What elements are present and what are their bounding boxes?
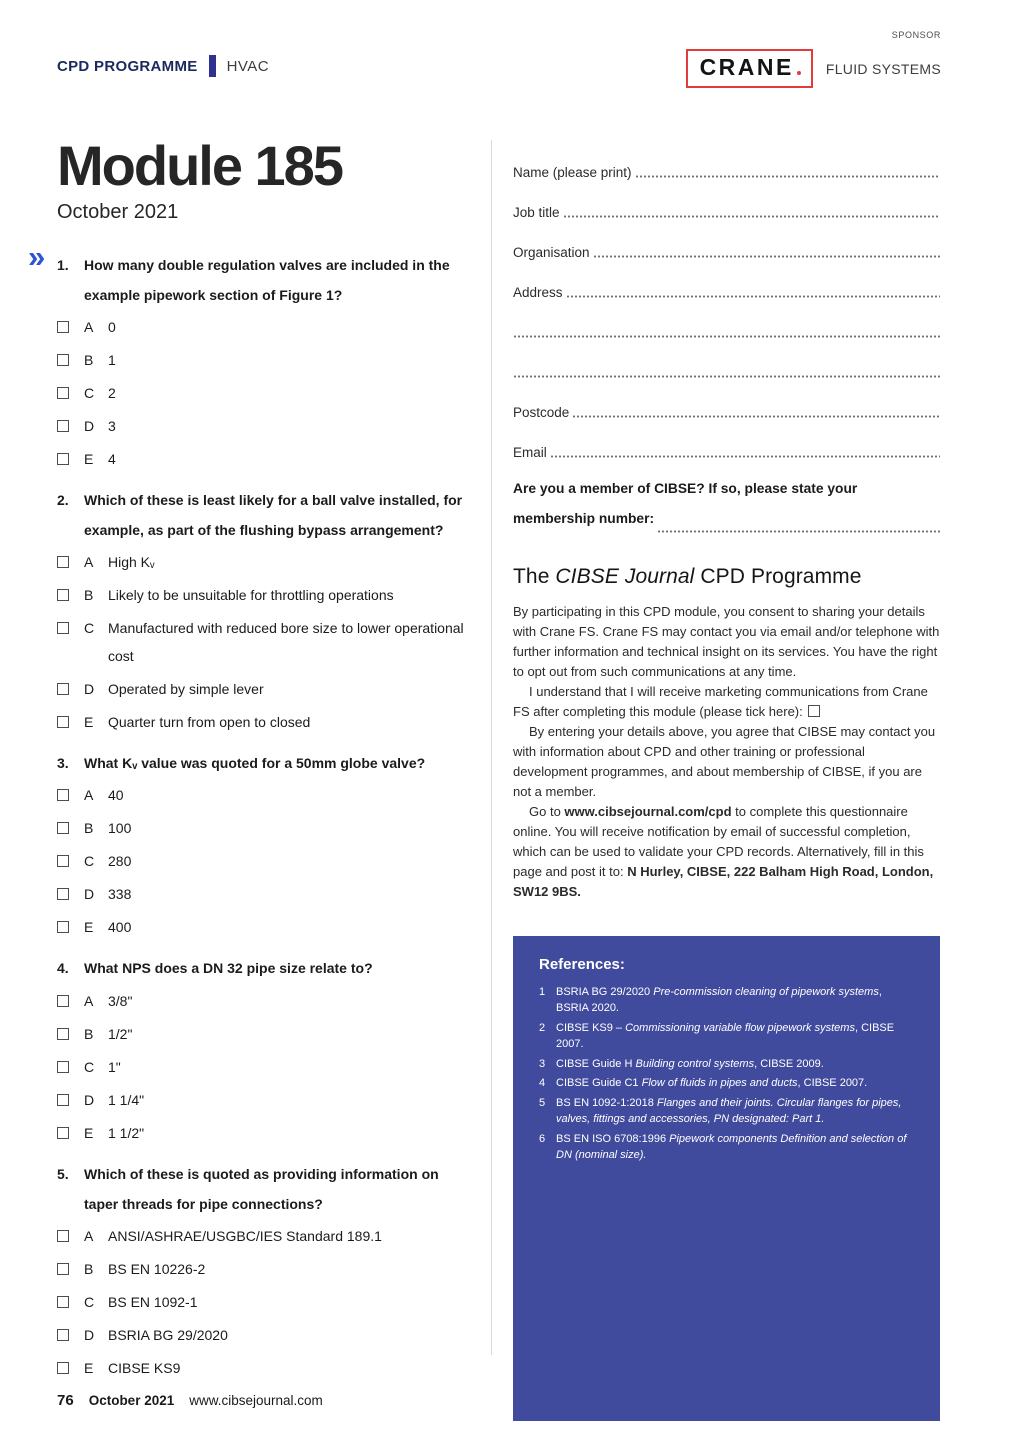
question-2-option-d <box>57 675 469 703</box>
organisation-field-label: Organisation <box>513 245 590 260</box>
reference-item-2 <box>539 1020 914 1053</box>
reference-text: BSRIA BG 29/2020 Pre-commission cleaning of pipework systems, BSRIA 2020. <box>556 985 882 1015</box>
question-1-option-d <box>57 412 469 440</box>
option-label: 0 <box>108 319 116 336</box>
option-letter: A <box>84 554 94 571</box>
references-panel <box>513 936 940 1421</box>
question-text: Which of these is quoted as providing information on taper threads for pipe connections? <box>84 1165 439 1212</box>
option-label: 40 <box>108 787 124 804</box>
question-2 <box>57 485 469 736</box>
name-field-row <box>513 140 940 180</box>
option-label: 1" <box>108 1058 121 1075</box>
answer-checkbox[interactable] <box>57 1263 69 1275</box>
option-label: 1 1/4" <box>108 1091 145 1108</box>
reference-number: 5 <box>539 1096 546 1109</box>
question-1-option-e <box>57 445 469 473</box>
answer-checkbox[interactable] <box>57 822 69 834</box>
question-5-option-b <box>57 1255 469 1283</box>
question-2-option-a <box>57 548 469 576</box>
page-title: Module 185 <box>57 134 342 197</box>
heading-post: CPD Programme <box>694 564 862 588</box>
option-letter: C <box>84 385 95 402</box>
job-title-field-label: Job title <box>513 205 560 220</box>
answer-checkbox[interactable] <box>57 420 69 432</box>
question-3-option-e <box>57 913 469 941</box>
crane-logo <box>686 49 813 88</box>
answer-checkbox[interactable] <box>57 589 69 601</box>
address-field-line-1[interactable] <box>566 292 940 298</box>
footer-url: www.cibsejournal.com <box>189 1393 323 1408</box>
sponsor-block <box>686 30 941 88</box>
answer-checkbox[interactable] <box>57 1362 69 1374</box>
column-divider <box>491 140 492 1355</box>
question-5-option-a <box>57 1222 469 1250</box>
reference-item-6 <box>539 1131 914 1164</box>
membership-number-line[interactable] <box>657 527 940 533</box>
answer-checkbox[interactable] <box>57 789 69 801</box>
reference-number: 6 <box>539 1132 546 1145</box>
answer-checkbox[interactable] <box>57 1230 69 1242</box>
answer-checkbox[interactable] <box>57 453 69 465</box>
question-3-option-a <box>57 781 469 809</box>
option-label: 100 <box>108 820 132 837</box>
option-letter: C <box>84 1293 95 1310</box>
option-letter: D <box>84 418 95 435</box>
answer-checkbox[interactable] <box>57 716 69 728</box>
cpd-paragraph-2 <box>513 682 940 722</box>
questions-column <box>28 134 469 1394</box>
email-field-line[interactable] <box>550 452 940 458</box>
question-4-option-e <box>57 1119 469 1147</box>
option-label: 400 <box>108 919 132 936</box>
option-label: Likely to be unsuitable for throttling operations <box>108 587 394 604</box>
option-label: 1/2" <box>108 1025 133 1042</box>
reference-number: 2 <box>539 1021 546 1034</box>
cpd-paragraph-3: By entering your details above, you agree that CIBSE may contact you with information about CPD and other training or professional development programmes, and about membership of CIBSE, if you are not a member. <box>513 723 936 799</box>
answer-checkbox[interactable] <box>57 683 69 695</box>
question-text: What Kᵥ value was quoted for a 50mm globe valve? <box>84 755 426 772</box>
question-number: 1. <box>57 257 69 273</box>
membership-number-label: membership number: <box>513 511 655 527</box>
option-label: Manufactured with reduced bore size to lower operational cost <box>108 620 464 665</box>
cpd-url-text: www.cibsejournal.com/cpd <box>564 803 732 819</box>
option-letter: C <box>84 853 95 870</box>
form-column <box>513 140 940 1421</box>
question-2-option-b <box>57 581 469 609</box>
address-field-line-3[interactable] <box>513 372 940 378</box>
option-label: 280 <box>108 853 132 870</box>
question-4-option-a <box>57 987 469 1015</box>
references-title: References: <box>539 955 625 973</box>
reference-text: CIBSE Guide H Building control systems, CIBSE 2009. <box>556 1057 824 1070</box>
answer-checkbox[interactable] <box>57 556 69 568</box>
option-label: High Kᵥ <box>108 554 155 571</box>
cpd-instructions-text: to complete this questionnaire online. You will receive notification by email of successful completion, which can be used to validate your CPD records. Alternatively, fill in this page and post it to: <box>513 803 924 879</box>
option-letter: E <box>84 1359 94 1376</box>
option-label: 1 1/2" <box>108 1124 145 1141</box>
option-letter: A <box>84 1227 94 1244</box>
question-4-option-d <box>57 1086 469 1114</box>
question-2-option-e <box>57 708 469 736</box>
address-field-label: Address <box>513 285 563 300</box>
option-label: BSRIA BG 29/2020 <box>108 1326 228 1343</box>
reference-item-1 <box>539 984 914 1017</box>
option-letter: C <box>84 620 95 637</box>
option-label: BS EN 1092-1 <box>108 1293 198 1310</box>
question-5 <box>57 1159 469 1382</box>
answer-checkbox[interactable] <box>57 1028 69 1040</box>
option-letter: B <box>84 587 94 604</box>
organisation-field-row <box>513 220 940 260</box>
question-1-option-b <box>57 346 469 374</box>
answer-checkbox[interactable] <box>57 1127 69 1139</box>
question-4 <box>57 953 469 1146</box>
email-field-label: Email <box>513 445 547 460</box>
question-text: How many double regulation valves are included in the example pipework section of Figure 1? <box>84 257 450 304</box>
footer-date: October 2021 <box>88 1393 175 1408</box>
question-3-option-d <box>57 880 469 908</box>
cpd-paragraph-1: By participating in this CPD module, you consent to sharing your details with Crane FS. Crane FS may contact you via email and/or telephone with further information and technical insight on its services. You have the right to opt out from such communications at any time. <box>513 603 940 679</box>
header-divider-bar <box>209 55 216 77</box>
option-label: 338 <box>108 886 132 903</box>
goto-text: Go to <box>529 803 565 819</box>
answer-checkbox[interactable] <box>57 321 69 333</box>
page-number: 76 <box>57 1392 74 1409</box>
answer-checkbox[interactable] <box>57 855 69 867</box>
answer-checkbox[interactable] <box>57 921 69 933</box>
postcode-field-line[interactable] <box>572 412 940 418</box>
question-text: Which of these is least likely for a ball valve installed, for example, as part of the flushing bypass arrangement? <box>84 492 463 539</box>
answer-checkbox[interactable] <box>57 1094 69 1106</box>
answer-checkbox[interactable] <box>57 354 69 366</box>
question-5-option-d <box>57 1321 469 1349</box>
option-letter: B <box>84 820 94 837</box>
option-letter: D <box>84 886 95 903</box>
sponsor-label: SPONSOR <box>891 30 941 40</box>
crane-logo-text: CRANE <box>699 54 794 80</box>
reference-item-4 <box>539 1075 914 1092</box>
option-label: 2 <box>108 385 116 402</box>
question-5-option-c <box>57 1288 469 1316</box>
category-label: HVAC <box>226 57 270 75</box>
membership-question <box>513 474 940 535</box>
double-chevron-icon: » <box>28 239 46 274</box>
option-label: ANSI/ASHRAE/USGBC/IES Standard 189.1 <box>108 1227 382 1244</box>
option-letter: E <box>84 451 94 468</box>
job-title-field-line[interactable] <box>563 212 940 218</box>
question-1-option-c <box>57 379 469 407</box>
question-3-option-b <box>57 814 469 842</box>
question-3 <box>57 748 469 941</box>
option-letter: A <box>84 787 94 804</box>
question-text: What NPS does a DN 32 pipe size relate to? <box>84 960 373 977</box>
email-field-row <box>513 420 940 460</box>
address-field-row-3 <box>513 340 940 380</box>
reference-number: 3 <box>539 1057 546 1070</box>
answer-checkbox[interactable] <box>57 888 69 900</box>
option-label: CIBSE KS9 <box>108 1359 181 1376</box>
option-label: 4 <box>108 451 116 468</box>
question-5-option-e <box>57 1354 469 1382</box>
heading-pre: The <box>513 564 556 588</box>
registered-mark-icon <box>797 71 801 75</box>
option-letter: D <box>84 681 95 698</box>
option-letter: D <box>84 1091 95 1108</box>
sponsor-suffix-label: FLUID SYSTEMS <box>825 60 941 77</box>
question-number: 4. <box>57 960 69 977</box>
job-title-field-row <box>513 180 940 220</box>
postcode-field-row <box>513 380 940 420</box>
option-label: 1 <box>108 352 116 369</box>
heading-journal-name: CIBSE Journal <box>555 564 695 588</box>
page-footer <box>57 1392 323 1409</box>
cpd-programme-heading <box>513 565 940 589</box>
answer-checkbox[interactable] <box>57 1296 69 1308</box>
option-letter: E <box>84 714 94 731</box>
question-number: 5. <box>57 1165 69 1182</box>
reference-text: CIBSE Guide C1 Flow of fluids in pipes and ducts, CIBSE 2007. <box>556 1077 868 1090</box>
cpd-programme-label: CPD PROGRAMME <box>57 57 198 75</box>
option-letter: E <box>84 919 94 936</box>
postcode-field-label: Postcode <box>513 405 570 420</box>
option-letter: D <box>84 1326 95 1343</box>
organisation-field-line[interactable] <box>593 252 940 258</box>
question-4-option-c <box>57 1053 469 1081</box>
name-field-label: Name (please print) <box>513 165 632 180</box>
option-letter: B <box>84 1025 94 1042</box>
reference-number: 4 <box>539 1077 546 1090</box>
question-4-option-b <box>57 1020 469 1048</box>
option-letter: A <box>84 992 94 1009</box>
option-letter: B <box>84 1260 94 1277</box>
answer-checkbox[interactable] <box>57 1061 69 1073</box>
module-date: October 2021 <box>57 201 179 223</box>
question-1-option-a <box>57 313 469 341</box>
option-label: Quarter turn from open to closed <box>108 714 311 731</box>
question-2-option-c <box>57 614 469 670</box>
reference-item-3 <box>539 1056 914 1073</box>
question-number: 3. <box>57 755 69 772</box>
reference-item-5 <box>539 1095 914 1128</box>
answer-checkbox[interactable] <box>57 622 69 634</box>
question-3-option-c <box>57 847 469 875</box>
address-field-row <box>513 260 940 300</box>
question-1 <box>57 250 469 473</box>
cpd-terms-text <box>513 602 940 902</box>
option-letter: C <box>84 1058 95 1075</box>
answer-checkbox[interactable] <box>57 995 69 1007</box>
question-number: 2. <box>57 492 69 509</box>
answer-checkbox[interactable] <box>57 1329 69 1341</box>
option-letter: E <box>84 1124 94 1141</box>
reference-text: BS EN 1092-1:2018 Flanges and their joints. Circular flanges for pipes, valves, fittings and accessories, PN designated: Part 1. <box>556 1096 902 1126</box>
marketing-consent-checkbox[interactable] <box>808 705 820 717</box>
address-field-line-2[interactable] <box>513 332 940 338</box>
cpd-paragraph-4 <box>513 802 940 902</box>
membership-question-line1: Are you a member of CIBSE? If so, please state your <box>513 481 858 496</box>
tick-here-text: I understand that I will receive marketing communications from Crane FS after completing this module (please tick here): <box>513 683 928 719</box>
reference-number: 1 <box>539 985 546 998</box>
reference-text: CIBSE KS9 – Commissioning variable flow pipework systems, CIBSE 2007. <box>556 1021 895 1051</box>
address-field-row-2 <box>513 300 940 340</box>
option-label: BS EN 10226-2 <box>108 1260 206 1277</box>
option-label: 3 <box>108 418 116 435</box>
option-label: 3/8" <box>108 992 133 1009</box>
option-letter: B <box>84 352 94 369</box>
option-letter: A <box>84 319 94 336</box>
answer-checkbox[interactable] <box>57 387 69 399</box>
name-field-line[interactable] <box>635 172 940 178</box>
reference-text: BS EN ISO 6708:1996 Pipework components Definition and selection of DN (nominal size). <box>556 1132 907 1162</box>
page-header-left <box>57 55 269 77</box>
postal-address-text: N Hurley, CIBSE, 222 Balham High Road, London, SW12 9BS. <box>513 863 934 899</box>
option-label: Operated by simple lever <box>108 681 264 698</box>
